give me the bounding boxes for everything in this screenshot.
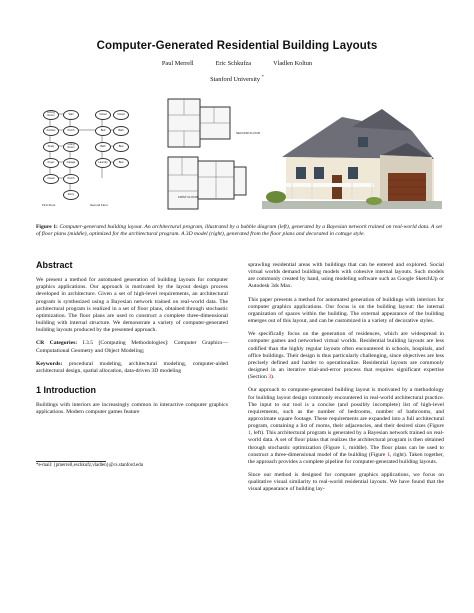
plan-label: FIRST FLOOR — [178, 195, 198, 199]
bubble-node: Laundry — [95, 158, 111, 168]
keywords-text: procedural modeling, architectural modeling, computer-aided architectural design, spatial allocation, data-driven 3D modeling — [36, 360, 228, 374]
cr-text: I.3.5 [Computing Methodologies]: Computer Graphics—Computational Geometry and Object Modeling; — [36, 340, 229, 354]
caption-label: Figure 1: — [36, 224, 58, 230]
bubble-node: Dining Room — [43, 110, 59, 120]
bubble-node: Bath — [95, 142, 111, 152]
footnote: *e-mail: {pmerrell,eschkufz,vladlen}@cs.stanford.edu — [36, 463, 144, 468]
bubble-node: Foyer — [43, 158, 59, 168]
plan-label: SECOND FLOOR — [236, 131, 261, 135]
bubble-floor-label: First Floor — [42, 203, 56, 207]
paragraph-text: , middle). The floor plans can be used to construct a three-dimensional model of the building (Figure — [248, 444, 444, 458]
section-ref-link[interactable]: 3 — [268, 374, 272, 381]
bubble-node: Closet — [95, 110, 111, 120]
bubble-node: Entry — [63, 190, 79, 200]
paragraph-text: , right). Taken together, the approach provides a complete pipeline for computer-generated building layouts. — [248, 451, 444, 465]
author-name: Eric Schkufza — [215, 60, 252, 67]
bubble-node: Bath — [113, 126, 129, 136]
paragraph: sprawling residential areas with buildings that can be entered and explored. Social virtual worlds demand building models with cohesive internal layouts. Such models are commonly created by hand, using modeling software such as Google SketchUp or Autodesk 3ds Max. — [248, 262, 444, 290]
floor-plans — [156, 95, 266, 217]
bubble-node: Kitchen — [43, 126, 59, 136]
bubble-floor-label: Second Floor — [90, 203, 108, 207]
bubble-node: Garage — [63, 158, 79, 168]
bubble-node: Porch — [63, 126, 79, 136]
bubble-diagram — [36, 100, 131, 210]
bubble-node: Porch — [63, 174, 79, 184]
house-3d-model — [262, 97, 442, 217]
intro-heading: 1 Introduction — [36, 385, 96, 396]
figure-ref-link[interactable]: 1 — [342, 444, 346, 451]
paragraph-text: Our approach to computer-generated building layout is motivated by a methodology for building layout design commonly encountered in real-world architectural practice. The input to our tool is a concise (and possibly incomplete) list of high-level requirements, such as the number of bedrooms, number of bathrooms, and approximate square footage. These requirements are expanded into a full architectural program, containing a list of rooms, their adjacencies, and their desired sizes (Figure — [248, 387, 444, 430]
footnote-rule — [36, 461, 106, 462]
bubble-node: Bed — [113, 158, 129, 168]
cr-categories — [36, 340, 228, 354]
affiliation-mark: * — [261, 74, 264, 79]
paragraph-text: , left). This architectural program is generated by a Bayesian network trained on real-world data. A set of floor plans that realizes the architectural program is then obtained through stochastic optimization (Figure — [248, 430, 444, 451]
bubble-node: Stair — [63, 110, 79, 120]
paragraph-text: ). — [271, 374, 275, 381]
bubble-node: Bed — [95, 126, 111, 136]
abstract-body: We present a method for automated generation of building layouts for computer graphics applications. Our approach is motivated by the layout design process developed in architecture. Given a set of high-level requirements, an architectural program is synthesized using a Bayesian network trained on real-world data. The architectural program is realized in a set of floor plans, obtained through stochastic optimization. The floor plans are used to construct a complete three-dimensional building with internal structure. We demonstrate a variety of computer-generated building layouts produced by the presented approach. — [36, 277, 228, 334]
author-name: Vladlen Koltun — [273, 60, 313, 67]
figure-caption — [36, 224, 442, 238]
figure-1 — [36, 95, 442, 217]
paragraph: Since our method is designed for computer graphics applications, we focus on qualitative visual similarity to real-world residential layouts. We have found that the visual appearance of building lay- — [248, 472, 444, 493]
caption-text: Computer-generated building layout. An architectural program, illustrated by a bubble diagram (left), generated by a Bayesian network trained on real-world data. A set of floor plans (middle), optimized for the architectural program. A 3D model (right), generated from the floor plans and decorated in cottage style. — [36, 224, 442, 238]
figure-ref-link[interactable]: 1 — [387, 451, 391, 458]
affiliation — [0, 74, 474, 83]
affiliation-text: Stanford University — [210, 76, 260, 84]
paragraph — [248, 387, 444, 466]
figure-ref-link[interactable]: 1 — [248, 430, 251, 437]
keywords-label: Keywords: — [36, 360, 63, 367]
right-column — [248, 262, 444, 500]
bubble-node: Bed — [113, 142, 129, 152]
bubble-node: Living Room — [63, 142, 79, 152]
cr-label: CR Categories: — [36, 340, 78, 347]
bubble-node: Study — [43, 142, 59, 152]
left-column — [36, 262, 228, 423]
paragraph-text: We specifically focus on the generation of residences, which are widespread in computer games and networked virtual worlds. Residential building layouts are less codified than the highly regular layouts often encountered in schools, hospitals, and office buildings. Their design is thus particularly challenging, since objectives are less precisely defined and harder to operationalize. Residential layouts are commonly designed in an iterative trial-and-error process that requires significant expertise (Section — [248, 331, 444, 381]
paragraph: This paper presents a method for automated generation of buildings with interiors for computer graphics applications. Our focus is on the building layout: the internal organization of spaces within the building. The external appearance of the building emerges out of this layout, and can be customized in a variety of decorative styles. — [248, 296, 444, 325]
paragraph — [248, 331, 444, 381]
keywords — [36, 361, 228, 375]
bubble-node: Closet — [43, 174, 59, 184]
author-name: Paul Merrell — [161, 60, 194, 67]
intro-body: Buildings with interiors are increasingly common in interactive computer graphics applications. Modern computer games feature — [36, 402, 228, 416]
abstract-heading: Abstract — [36, 260, 73, 270]
author-list — [0, 60, 474, 67]
paper-title: Computer-Generated Residential Building Layouts — [96, 40, 378, 52]
bubble-node: Closet — [113, 110, 129, 120]
floor-plan-drawing — [156, 95, 266, 217]
